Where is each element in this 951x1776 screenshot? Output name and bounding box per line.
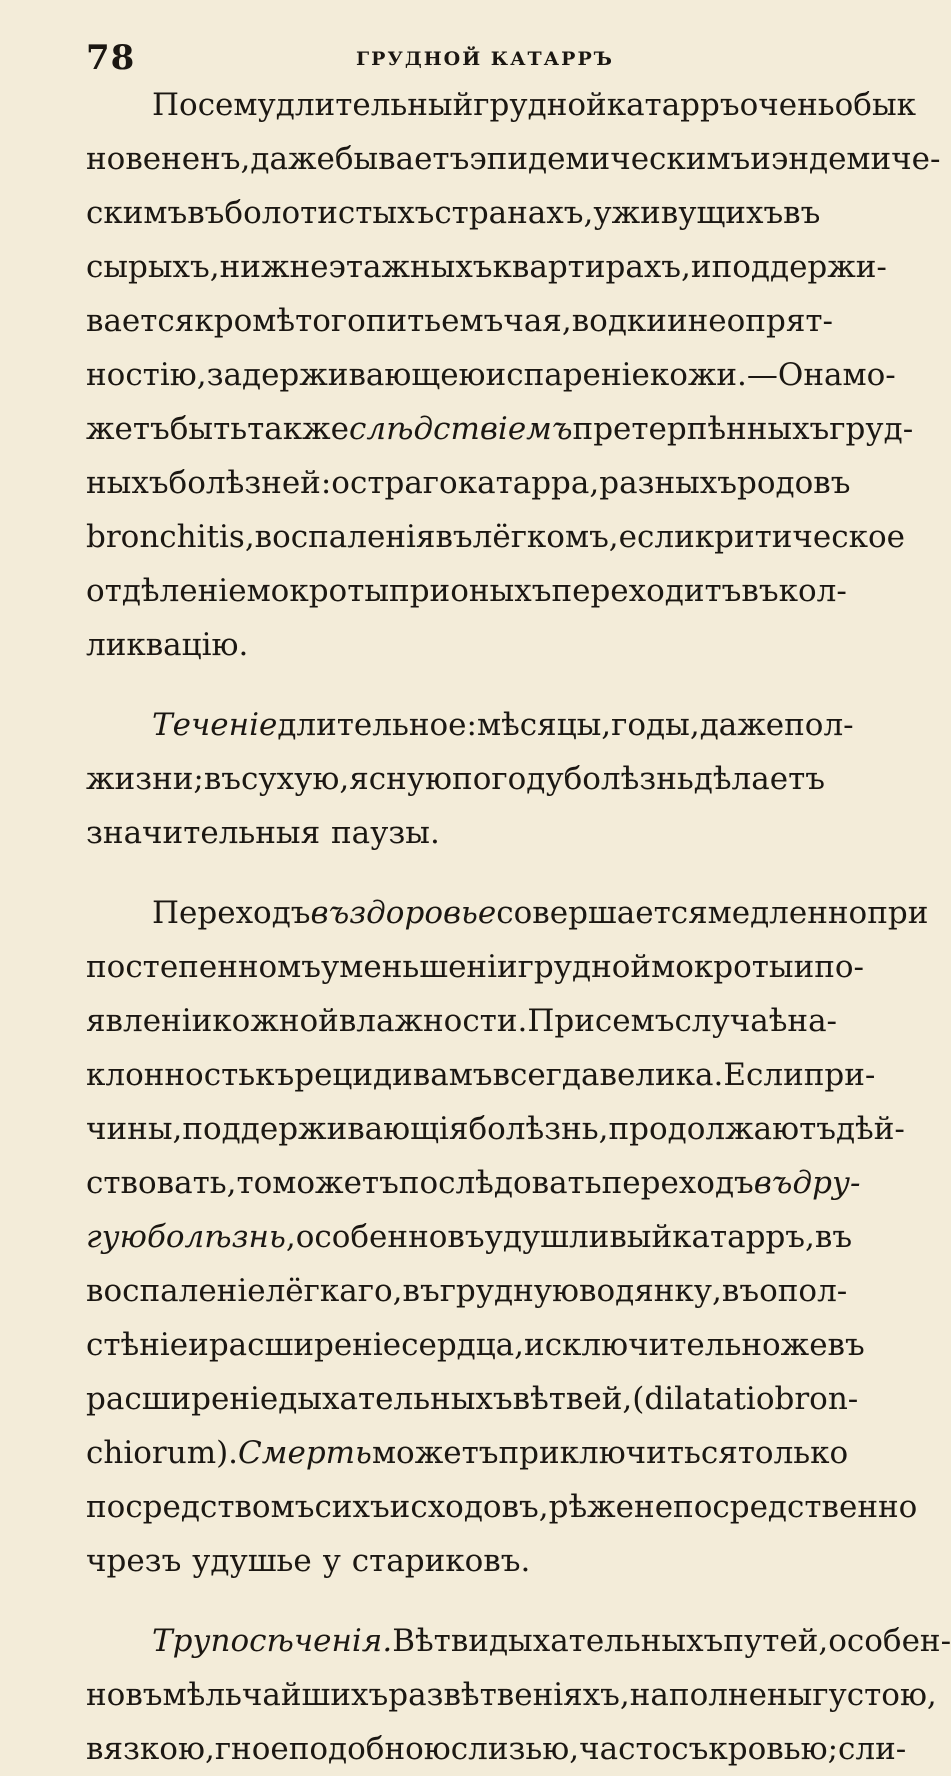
word: въ bbox=[447, 1219, 485, 1255]
text-line bbox=[86, 752, 825, 806]
word: поддержи- bbox=[711, 249, 887, 285]
word: родовъ bbox=[737, 465, 851, 501]
text-line bbox=[86, 240, 887, 294]
word: болѣзнь bbox=[563, 761, 694, 797]
word: (dilatatio bbox=[632, 1381, 775, 1417]
body-text bbox=[86, 78, 951, 1776]
word: бываетъ bbox=[334, 141, 470, 177]
word: удушливый bbox=[484, 1219, 673, 1255]
word: сихъ bbox=[314, 1489, 390, 1525]
text-line bbox=[86, 294, 833, 348]
word: Она bbox=[777, 357, 843, 393]
text-line bbox=[86, 618, 802, 672]
paragraph-gap bbox=[86, 1588, 802, 1614]
italic-word: болѣзнь bbox=[146, 1219, 286, 1255]
word: быть bbox=[169, 411, 248, 447]
word: претерпѣнныхъ bbox=[572, 411, 830, 447]
word: мѣльчайшихъ bbox=[162, 1677, 389, 1713]
word: также bbox=[247, 411, 349, 447]
text-line bbox=[86, 994, 838, 1048]
word: и bbox=[188, 1327, 209, 1363]
word: же bbox=[780, 1327, 828, 1363]
word: рѣже bbox=[548, 1489, 635, 1525]
word: лёгкаго, bbox=[265, 1273, 403, 1309]
word: въ bbox=[741, 573, 779, 609]
word: влажности. bbox=[338, 1003, 528, 1039]
word: оныхъ bbox=[450, 573, 552, 609]
word: отдѣленіе bbox=[86, 573, 247, 609]
word: можетъ bbox=[272, 1165, 399, 1201]
word: ясную bbox=[349, 761, 453, 797]
word: наполнены bbox=[629, 1677, 813, 1713]
word: грудной bbox=[517, 949, 652, 985]
word: критическое bbox=[694, 519, 906, 555]
word: нижнеэтажныхъ bbox=[219, 249, 493, 285]
word: медленно bbox=[707, 895, 868, 931]
word: вѣтвей, bbox=[512, 1381, 633, 1417]
word: переходитъ bbox=[551, 573, 742, 609]
word: развѣтвеніяхъ, bbox=[388, 1677, 630, 1713]
word: постепенномъ bbox=[86, 949, 322, 985]
word: кожи. bbox=[649, 357, 747, 393]
word: дыхательныхъ bbox=[278, 1381, 513, 1417]
text-line bbox=[86, 1264, 848, 1318]
text-line bbox=[86, 1722, 907, 1776]
text-line bbox=[86, 132, 941, 186]
italic-word: въ bbox=[753, 1165, 793, 1201]
word: болотистыхъ bbox=[224, 195, 435, 231]
word: клонность bbox=[86, 1057, 256, 1093]
word: при bbox=[389, 573, 451, 609]
word: дыхательныхъ bbox=[488, 1623, 724, 1659]
word: bron- bbox=[774, 1381, 859, 1417]
word: груд- bbox=[829, 411, 914, 447]
word: стѣніе bbox=[86, 1327, 189, 1363]
word: длительный bbox=[275, 87, 474, 123]
word: по- bbox=[814, 949, 865, 985]
word: особенно bbox=[295, 1219, 448, 1255]
word: всегда bbox=[492, 1057, 600, 1093]
word: ствовать, bbox=[86, 1165, 237, 1201]
word: и bbox=[690, 249, 712, 285]
word: кол- bbox=[778, 573, 847, 609]
word: кровью; bbox=[708, 1731, 839, 1767]
word: кромѣ bbox=[194, 303, 296, 339]
word: эпидемическимъ bbox=[469, 141, 751, 177]
word: и bbox=[793, 949, 815, 985]
word: въ bbox=[203, 761, 242, 797]
text-line bbox=[86, 186, 821, 240]
word: семъ bbox=[594, 1003, 675, 1039]
word: при- bbox=[803, 1057, 876, 1093]
word: квартирахъ, bbox=[492, 249, 691, 285]
word: ликвацію. bbox=[86, 627, 249, 663]
text-line bbox=[86, 1156, 861, 1210]
word: удушье bbox=[192, 1543, 312, 1579]
italic-word: гую bbox=[86, 1219, 147, 1255]
word: вается bbox=[86, 303, 195, 339]
word: случаѣ bbox=[674, 1003, 788, 1039]
word: только bbox=[737, 1435, 849, 1471]
text-line bbox=[86, 510, 906, 564]
word: расширеніе bbox=[86, 1381, 279, 1417]
word: рецидивамъ bbox=[294, 1057, 493, 1093]
word: Посему bbox=[152, 87, 276, 123]
text-line bbox=[86, 886, 929, 940]
text-line bbox=[86, 940, 865, 994]
word: велика. bbox=[599, 1057, 724, 1093]
text-line bbox=[86, 78, 917, 132]
text-line bbox=[86, 1534, 802, 1588]
word: расширеніе bbox=[208, 1327, 402, 1363]
word: водки bbox=[571, 303, 667, 339]
word: испареніе bbox=[485, 357, 650, 393]
word: остраго bbox=[331, 465, 458, 501]
paragraph bbox=[86, 78, 941, 672]
text-line bbox=[86, 564, 847, 618]
word: но bbox=[86, 1677, 126, 1713]
word: въ bbox=[783, 195, 821, 231]
word: мокроты bbox=[246, 573, 390, 609]
word: даже bbox=[250, 141, 335, 177]
text-line bbox=[86, 1102, 905, 1156]
word: къ bbox=[255, 1057, 295, 1093]
text-line bbox=[86, 348, 896, 402]
word: обык bbox=[834, 87, 917, 123]
paragraph bbox=[86, 1614, 951, 1776]
italic-word: Смерть bbox=[238, 1435, 372, 1471]
word: странахъ, bbox=[434, 195, 594, 231]
word: у bbox=[593, 195, 612, 231]
word: въ bbox=[435, 519, 473, 555]
word: водянку, bbox=[579, 1273, 722, 1309]
italic-word: здоровье bbox=[349, 895, 497, 931]
word: густою, bbox=[812, 1677, 937, 1713]
word: въ bbox=[187, 195, 225, 231]
word: грудную bbox=[439, 1273, 579, 1309]
text-line bbox=[86, 456, 851, 510]
word: приключиться bbox=[498, 1435, 738, 1471]
text-line bbox=[86, 1480, 918, 1534]
word: питьемъ bbox=[365, 303, 504, 339]
word: грудной bbox=[473, 87, 607, 123]
word: эндемиче- bbox=[770, 141, 941, 177]
paragraph bbox=[86, 886, 929, 1588]
word: — bbox=[746, 357, 778, 393]
text-line bbox=[86, 806, 802, 860]
word: поддерживающія bbox=[182, 1111, 469, 1147]
text-line bbox=[86, 1048, 876, 1102]
word: уменьшеніи bbox=[321, 949, 518, 985]
word: у bbox=[322, 1543, 341, 1579]
word: въ bbox=[402, 1273, 440, 1309]
word: если bbox=[618, 519, 695, 555]
word: скимъ bbox=[86, 195, 188, 231]
text-line bbox=[86, 1426, 849, 1480]
word: опол- bbox=[759, 1273, 848, 1309]
word: того bbox=[295, 303, 366, 339]
word: гноеподобною bbox=[214, 1731, 451, 1767]
word: совершается bbox=[496, 895, 708, 931]
word: мокроты bbox=[651, 949, 794, 985]
word: исключительно bbox=[524, 1327, 781, 1363]
word: лёгкомъ, bbox=[472, 519, 619, 555]
word: Переходъ bbox=[152, 895, 311, 931]
word: погоду bbox=[452, 761, 564, 797]
word: неопрят- bbox=[687, 303, 833, 339]
word: жизни; bbox=[86, 761, 204, 797]
italic-word: Теченіе bbox=[152, 707, 278, 743]
paragraph-gap bbox=[86, 860, 802, 886]
word: Если bbox=[723, 1057, 804, 1093]
word: болѣзней: bbox=[168, 465, 332, 501]
word: въ bbox=[721, 1273, 760, 1309]
word: посредствомъ bbox=[86, 1489, 315, 1525]
paragraph bbox=[86, 698, 854, 860]
word: слизью, bbox=[450, 1731, 580, 1767]
word: въ bbox=[827, 1327, 865, 1363]
word: продолжаютъ bbox=[608, 1111, 836, 1147]
word: чрезъ bbox=[86, 1543, 182, 1579]
word: При bbox=[527, 1003, 595, 1039]
word: катарра, bbox=[457, 465, 600, 501]
page-number: 78 bbox=[86, 38, 136, 78]
word: катарръ bbox=[606, 87, 740, 123]
word: при bbox=[867, 895, 929, 931]
word: вязкою, bbox=[86, 1731, 215, 1767]
word: послѣдовать bbox=[398, 1165, 602, 1201]
word: даже bbox=[699, 707, 785, 743]
word: съ bbox=[671, 1731, 709, 1767]
word: сухую, bbox=[241, 761, 350, 797]
page-header bbox=[86, 38, 802, 78]
word: пол- bbox=[784, 707, 854, 743]
word: chiorum). bbox=[86, 1435, 239, 1471]
word: можетъ bbox=[371, 1435, 499, 1471]
word: паузы. bbox=[331, 815, 440, 851]
word: , bbox=[285, 1219, 296, 1255]
word: очень bbox=[739, 87, 835, 123]
running-head: ГРУДНОЙ КАТАРРЪ bbox=[356, 48, 614, 70]
word: bronchitis, bbox=[86, 519, 255, 555]
word: сли- bbox=[838, 1731, 907, 1767]
word: мо- bbox=[842, 357, 896, 393]
text-line bbox=[86, 402, 914, 456]
text-line bbox=[86, 698, 854, 752]
word: годы, bbox=[611, 707, 700, 743]
word: жетъ bbox=[86, 411, 170, 447]
word: стариковъ. bbox=[351, 1543, 531, 1579]
word: и bbox=[750, 141, 771, 177]
word: ностію, bbox=[86, 357, 207, 393]
text-line bbox=[86, 1372, 859, 1426]
word: катарръ, bbox=[672, 1219, 815, 1255]
italic-word: слѣдствіемъ bbox=[349, 411, 573, 447]
text-line bbox=[86, 1668, 937, 1722]
word: исходовъ, bbox=[389, 1489, 549, 1525]
word: новененъ, bbox=[86, 141, 251, 177]
paragraph-gap bbox=[86, 672, 802, 698]
word: и bbox=[666, 303, 688, 339]
word: явленіи bbox=[86, 1003, 213, 1039]
word: дѣй- bbox=[835, 1111, 905, 1147]
word: чины, bbox=[86, 1111, 183, 1147]
word: переходъ bbox=[601, 1165, 754, 1201]
word: воспаленіе bbox=[86, 1273, 266, 1309]
word: на- bbox=[787, 1003, 838, 1039]
word: разныхъ bbox=[599, 465, 738, 501]
word: въ bbox=[814, 1219, 853, 1255]
word: живущихъ bbox=[611, 195, 784, 231]
word: часто bbox=[579, 1731, 672, 1767]
word: значительныя bbox=[86, 815, 321, 851]
word: то bbox=[236, 1165, 273, 1201]
word: путей, bbox=[723, 1623, 829, 1659]
word: кожной bbox=[212, 1003, 339, 1039]
word: непосредственно bbox=[634, 1489, 918, 1525]
italic-word: въ bbox=[310, 895, 350, 931]
text-line bbox=[86, 1210, 853, 1264]
word: дѣлаетъ bbox=[693, 761, 825, 797]
word: сырыхъ, bbox=[86, 249, 220, 285]
text-line bbox=[86, 1318, 865, 1372]
italic-word: дру- bbox=[792, 1165, 861, 1201]
word: особен- bbox=[828, 1623, 951, 1659]
text-line bbox=[86, 1614, 951, 1668]
word: болѣзнь, bbox=[468, 1111, 609, 1147]
word: чая, bbox=[503, 303, 572, 339]
word: ныхъ bbox=[86, 465, 169, 501]
word: въ bbox=[125, 1677, 163, 1713]
word: задерживающею bbox=[206, 357, 486, 393]
word: мѣсяцы, bbox=[476, 707, 612, 743]
word: длительное: bbox=[277, 707, 477, 743]
italic-word: Трупосѣченія. bbox=[152, 1623, 393, 1659]
word: воспаленія bbox=[254, 519, 436, 555]
word: Вѣтви bbox=[392, 1623, 489, 1659]
word: сердца, bbox=[401, 1327, 525, 1363]
